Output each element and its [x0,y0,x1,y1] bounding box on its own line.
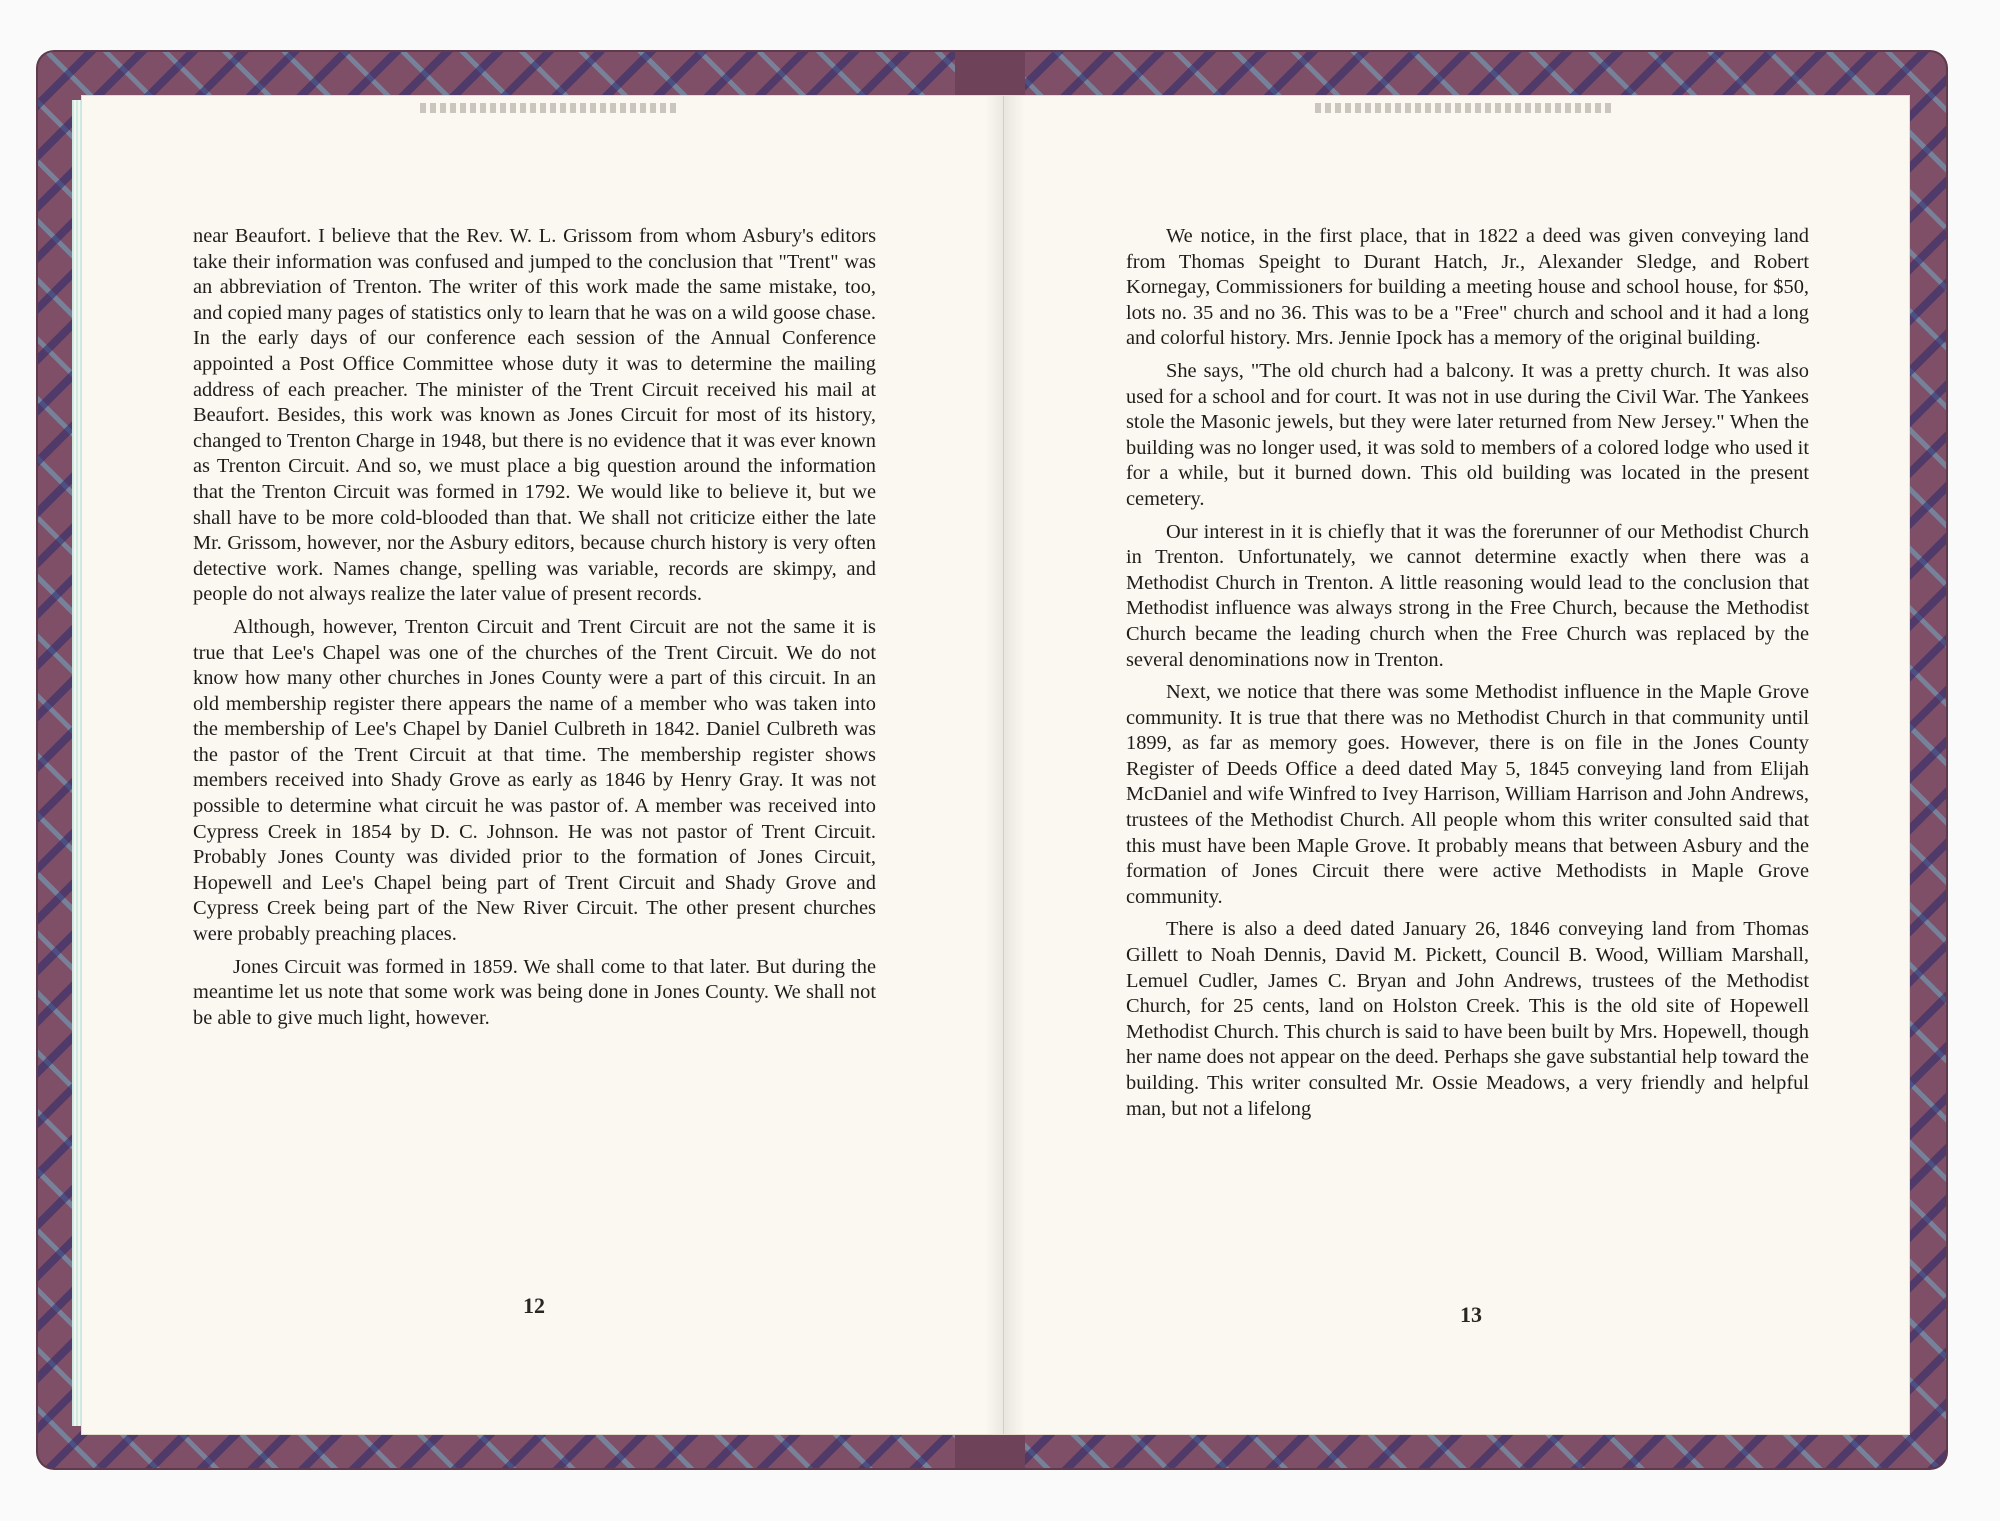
page-gutter [985,96,1025,1434]
paragraph: Although, however, Trenton Circuit and Trent Circuit are not the same it is true that Lee's Chapel was one of the churches of the Trent Circuit. We do not know how many other churches in Jones County were a part of this circuit. In an old membership register there appears the name of a member who was taken into the membership of Lee's Chapel by Daniel Culbreth in 1842. Daniel Culbreth was the pastor of the Trent Circuit at that time. The membership register shows members received into Shady Grove as early as 1846 by Henry Gray. It was not possible to determine what circuit he was pastor of. A member was received into Cypress Creek in 1854 by D. C. Johnson. He was not pastor of Trent Circuit. Probably Jones County was divided prior to the formation of Jones Circuit, Hopewell and Lee's Chapel being part of Trent Circuit and Shady Grove and Cypress Creek being part of the New River Circuit. The other present churches were probably preaching places. [193,615,876,946]
page-number-left: 12 [523,1293,545,1318]
paragraph: Next, we notice that there was some Methodist influence in the Maple Grove community. It is true that there was no Methodist Church in that community until 1899, as far as memory goes. However, there is on file in the Jones County Register of Deeds Office a deed dated May 5, 1845 conveying land from Elijah McDaniel and wife Winfred to Ivey Harrison, William Harrison and John Andrews, trustees of the Methodist Church. All people whom this writer consulted said that this must have been Maple Grove. It probably means that between Asbury and the formation of Jones Circuit there were active Methodists in Maple Grove community. [1126,681,1809,908]
paragraph: She says, "The old church had a balcony. It was a pretty church. It was also used for a school and for court. It was not in use during the Civil War. The Yankees stole the Masonic jewels, but they were later returned from New Jersey." When the building was no longer used, it was sold to members of a colored lodge who used it for a while, but it burned down. This old building was located in the present cemetery. [1126,359,1809,510]
paragraph: Our interest in it is chiefly that it was the forerunner of our Methodist Church in Trenton. Unfortunately, we cannot determine exactly when there was a Methodist Church in Trenton. A little reasoning would lead to the conclusion that Methodist influence was always strong in the Free Church, because the Methodist Church became the leading church when the Free Church was replaced by the several denominations now in Trenton. [1126,520,1809,671]
right-page-text [1126,224,1809,1129]
bleed-through-header-right [1315,103,1615,113]
paragraph: near Beaufort. I believe that the Rev. W. L. Grissom from whom Asbury's editors take their information was confused and jumped to the conclusion that "Trent" was an abbreviation of Trenton. The writer of this work made the same mistake, too, and copied many pages of statistics only to learn that he was on a wild goose chase. In the early days of our conference each session of the Annual Conference appointed a Post Office Committee whose duty it was to determine the mailing address of each preacher. The minister of the Trent Circuit received his mail at Beaufort. Besides, this work was known as Jones Circuit for most of its history, changed to Trenton Charge in 1948, but there is no evidence that it was ever known as Trenton Circuit. And so, we must place a big question around the information that the Trenton Circuit was formed in 1792. We would like to believe it, but we shall have to be more cold-blooded than that. We shall not criticize either the late Mr. Grissom, however, nor the Asbury editors, because church history is very often detective work. Names change, spelling was variable, records are skimpy, and people do not always realize the later value of present records. [193,225,876,606]
paragraph: We notice, in the first place, that in 1822 a deed was given conveying land from Thomas Speight to Durant Hatch, Jr., Alexander Sledge, and Robert Kornegay, Commissioners for building a meeting house and school house, for $50, lots no. 35 and no 36. This was to be a "Free" church and school and it had a long and colorful history. Mrs. Jennie Ipock has a memory of the original building. [1126,225,1809,350]
paragraph: There is also a deed dated January 26, 1846 conveying land from Thomas Gillett to Noah Dennis, David M. Pickett, Council B. Wood, William Marshall, Lemuel Cudler, James C. Bryan and John Andrews, trustees of the Methodist Church, for 25 cents, land on Holston Creek. This is the old site of Hopewell Methodist Church. This church is said to have been built by Mrs. Hopewell, though her name does not appear on the deed. Perhaps she gave substantial help toward the building. This writer consulted Mr. Ossie Meadows, a very friendly and helpful man, but not a lifelong [1126,918,1809,1120]
paragraph: Jones Circuit was formed in 1859. We shall come to that later. But during the meantime let us note that some work was being done in Jones County. We shall not be able to give much light, however. [193,955,876,1029]
left-page-text [193,224,876,1038]
page-number-right: 13 [1460,1302,1482,1327]
bleed-through-header-left [420,103,680,113]
